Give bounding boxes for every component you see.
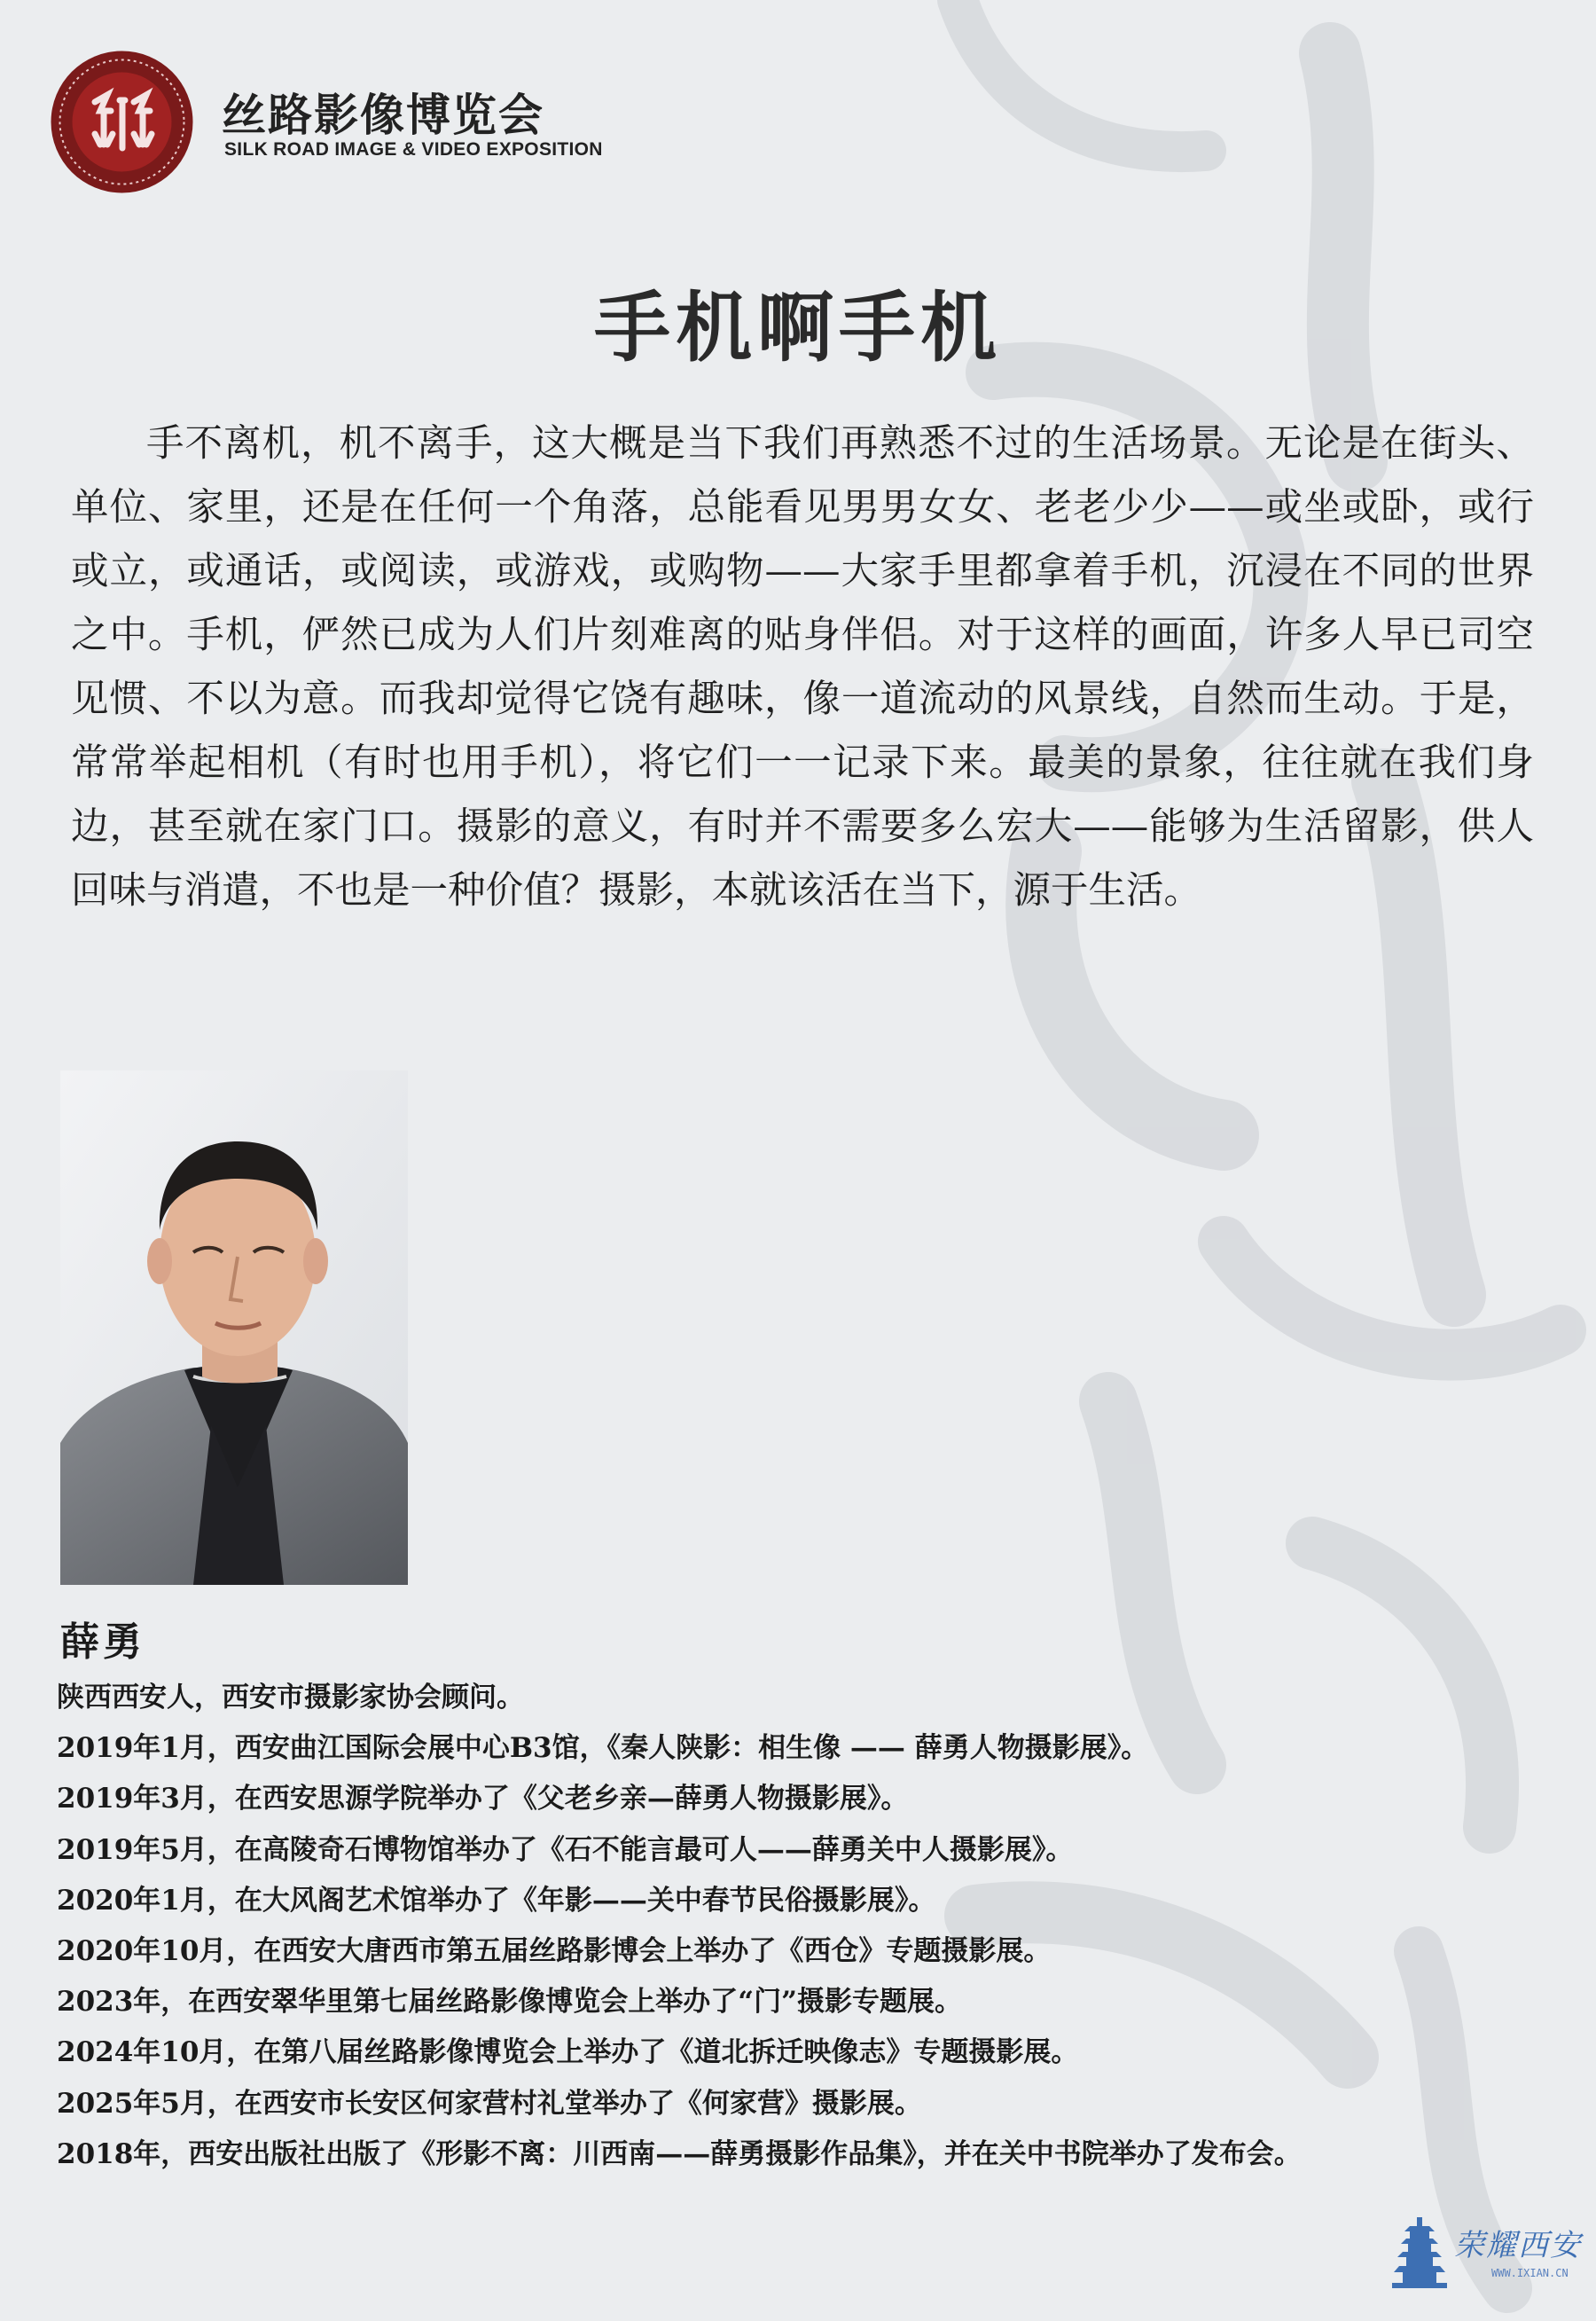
author-name: 薛勇 <box>60 1619 145 1665</box>
expo-name-english: SILK ROAD IMAGE & VIDEO EXPOSITION <box>224 139 603 160</box>
bio-line: 2023年，在西安翠华里第七届丝路影像博览会上举办了“门”摄影专题展。 <box>57 1986 962 2019</box>
author-portrait <box>60 1070 408 1585</box>
bio-line: 2018年，西安出版社出版了《形影不离：川西南——薛勇摄影作品集》，并在关中书院举办了发布会。 <box>57 2137 1302 2170</box>
bio-line: 2019年3月，在西安思源学院举办了《父老乡亲—薛勇人物摄影展》。 <box>57 1783 909 1815</box>
exhibition-title: 手机啊手机 <box>594 284 1002 372</box>
author-biography <box>57 1673 1546 2180</box>
watermark-text: 荣耀西安 <box>1454 2228 1582 2263</box>
site-watermark <box>1392 2217 1596 2306</box>
watermark-url: WWW.IXIAN.CN <box>1491 2267 1569 2279</box>
exhibition-statement: 手不离机，机不离手，这大概是当下我们再熟悉不过的生活场景。无论是在街头、单位、家里，还是在任何一个角落，总能看见男男女女、老老少少——或坐或卧，或行或立，或通话，或阅读，或游戏，或购物——大家手里都拿着手机，沉浸在不同的世界之中。手机，俨然已成为人们片刻难离的贴身伴侣。对于这样的画面，许多人早已司空见惯、不以为意。而我却觉得它饶有趣味，像一道流动的风景线，自然而生动。于是，常常举起相机（有时也用手机），将它们一一记录下来。最美的景象，往往就在我们身边，甚至就在家门口。摄影的意义，有时并不需要多么宏大——能够为生活留影，供人回味与消遣，不也是一种价值？摄影，本就该活在当下，源于生活。 <box>71 422 1534 913</box>
bio-line: 2020年10月，在西安大唐西市第五届丝路影博会上举办了《西仓》专题摄影展。 <box>57 1935 1052 1968</box>
pagoda-icon <box>1392 2217 1447 2297</box>
bio-line: 2019年5月，在高陵奇石博物馆举办了《石不能言最可人——薛勇关中人摄影展》。 <box>57 1833 1074 1866</box>
expo-name-chinese: 丝路影像博览会 <box>222 90 544 141</box>
bio-line: 2019年1月，西安曲江国际会展中心B3馆，《秦人陕影：相生像 —— 薛勇人物摄影展》。 <box>57 1732 1149 1765</box>
bio-line: 陕西西安人，西安市摄影家协会顾问。 <box>57 1682 524 1713</box>
expo-logo <box>49 49 195 195</box>
bio-line: 2024年10月，在第八届丝路影像博览会上举办了《道北拆迁映像志》专题摄影展。 <box>57 2036 1079 2069</box>
bio-line: 2025年5月，在西安市长安区何家营村礼堂举办了《何家营》摄影展。 <box>57 2087 922 2120</box>
bio-line: 2020年1月，在大风阁艺术馆举办了《年影——关中春节民俗摄影展》。 <box>57 1884 936 1917</box>
